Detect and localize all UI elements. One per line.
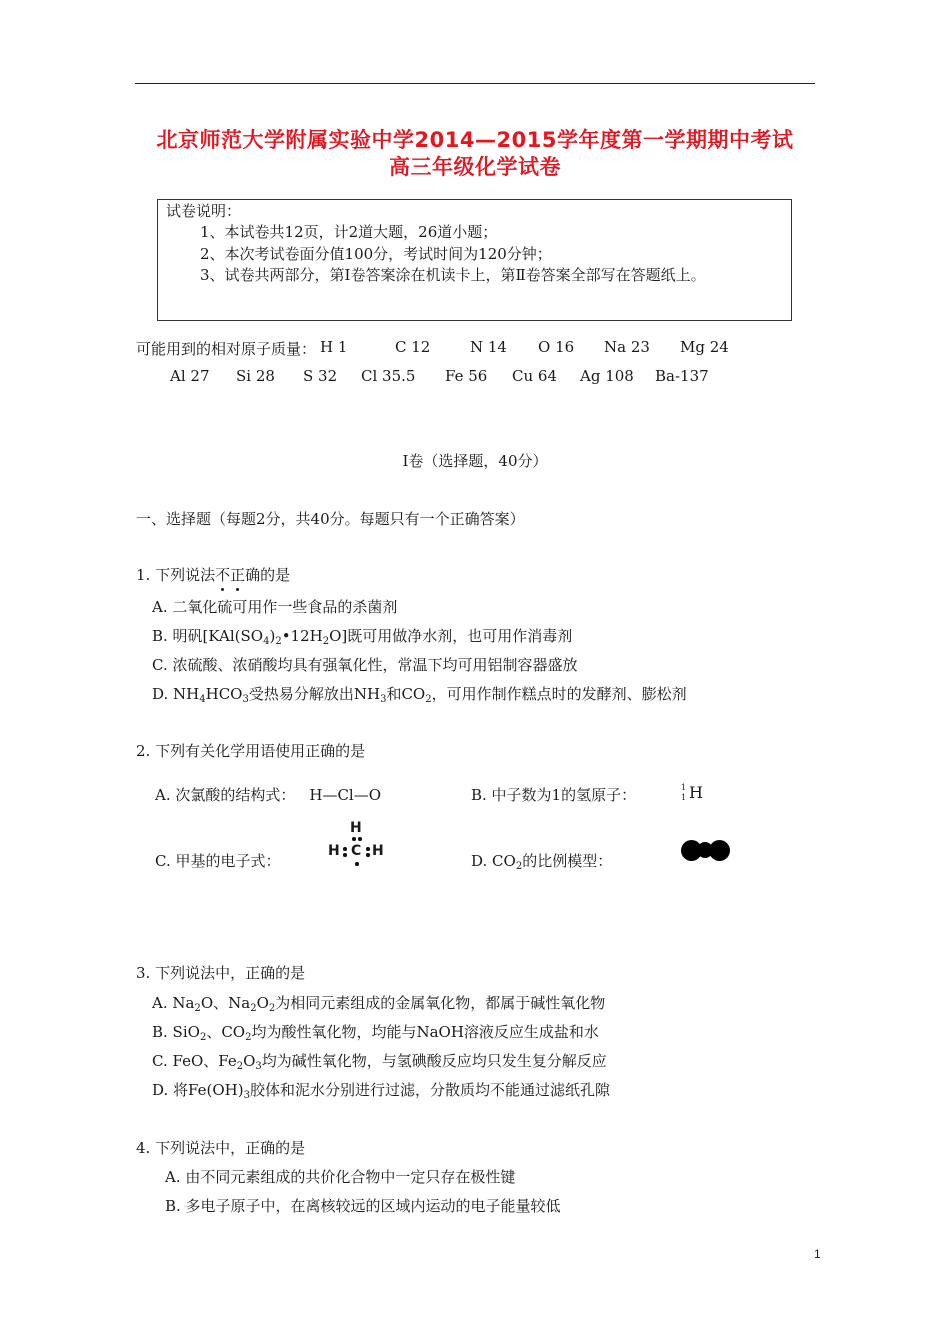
exam-title: 北京师范大学附属实验中学2014—2015学年度第一学期期中考试 bbox=[156, 128, 794, 152]
atomic-mass: Fe 56 bbox=[445, 367, 488, 385]
question-3-option-d: D. 将$Fe(OH)_3$胶体和泥水分别进行过滤，分散质均不能通过滤纸孔隙 bbox=[152, 1081, 610, 1101]
atomic-mass: S 32 bbox=[303, 367, 338, 385]
question-2-stem: 2. 下列有关化学用语使用正确的是 bbox=[136, 742, 366, 760]
notes-item: 3、试卷共两部分，第Ⅰ卷答案涂在机读卡上，第Ⅱ卷答案全部写在答题纸上。 bbox=[200, 266, 706, 284]
question-2-option-c: C. 甲基的电子式： bbox=[155, 852, 281, 870]
atomic-mass: Mg 24 bbox=[680, 338, 729, 356]
atomic-mass: Ba-137 bbox=[655, 367, 709, 385]
question-4-option-b: B. 多电子原子中，在离核较远的区域内运动的电子能量较低 bbox=[165, 1197, 561, 1215]
question-2-option-a: A. 次氯酸的结构式： H—Cl—O bbox=[155, 786, 382, 804]
section1-heading: 一、选择题（每题2分，共40分。每题只有一个正确答案） bbox=[136, 510, 525, 528]
atomic-mass: Na 23 bbox=[604, 338, 650, 356]
atomic-mass: Si 28 bbox=[236, 367, 275, 385]
methyl-electron-formula: H H C H bbox=[328, 820, 388, 870]
question-4-option-a: A. 由不同元素组成的共价化合物中一定只存在极性键 bbox=[165, 1168, 516, 1186]
atomic-mass: N 14 bbox=[470, 338, 507, 356]
question-3-option-c: C. FeO、$Fe_2O_3$均为碱性氧化物，与氢碘酸反应均只发生复分解反应 bbox=[152, 1052, 607, 1072]
question-3-option-a: A. $Na_2O$、$Na_2O_2$为相同元素组成的金属氧化物，都属于碱性氧化物 bbox=[152, 994, 606, 1014]
atomic-mass: O 16 bbox=[538, 338, 575, 356]
question-2-option-d: D. $CO_2$的比例模型： bbox=[471, 852, 613, 872]
question-4-stem: 4. 下列说法中，正确的是 bbox=[136, 1139, 306, 1157]
part1-heading: I卷（选择题，40分） bbox=[402, 452, 548, 470]
atomic-mass: Ag 108 bbox=[580, 367, 634, 385]
question-3-option-b: B. SiO$_2$、$CO_2$均为酸性氧化物，均能与NaOH溶液反应生成盐和水 bbox=[152, 1023, 599, 1043]
question-1-option-c: C. 浓硫酸、浓硝酸均具有强氧化性，常温下均可用铝制容器盛放 bbox=[152, 656, 578, 674]
question-1-option-b: B. 明矾$[KAl(SO_4)_2•12H_2O]$既可用做净水剂，也可用作消毒剂 bbox=[152, 627, 573, 647]
question-1-option-a: A. 二氧化硫可用作一些食品的杀菌剂 bbox=[152, 598, 398, 616]
notes-heading: 试卷说明： bbox=[166, 202, 242, 220]
question-1-option-d: D. $NH_4HCO_3$受热易分解放出$NH_3$和$CO_2$，可用作制作糕点时的发酵剂、膨松剂 bbox=[152, 685, 687, 705]
atomic-mass-label: 可能用到的相对原子质量： bbox=[136, 340, 317, 358]
question-2-option-b: B. 中子数为1的氢原子： bbox=[471, 786, 637, 804]
notes-item: 2、本次考试卷面分值100分，考试时间为120分钟； bbox=[200, 245, 552, 263]
page-number: 1 bbox=[814, 1247, 821, 1261]
exam-subtitle: 高三年级化学试卷 bbox=[389, 155, 561, 179]
header-rule bbox=[135, 83, 815, 84]
atomic-mass: Cl 35.5 bbox=[361, 367, 416, 385]
atomic-mass: Cu 64 bbox=[512, 367, 557, 385]
atomic-mass: Al 27 bbox=[170, 367, 210, 385]
question-3-stem: 3. 下列说法中，正确的是 bbox=[136, 964, 306, 982]
atomic-mass: H 1 bbox=[320, 338, 348, 356]
question-1-stem: 1. 下列说法不正确的是 bbox=[136, 566, 291, 584]
notes-item: 1、本试卷共12页，计2道大题，26道小题； bbox=[200, 223, 498, 241]
atomic-mass: C 12 bbox=[395, 338, 431, 356]
